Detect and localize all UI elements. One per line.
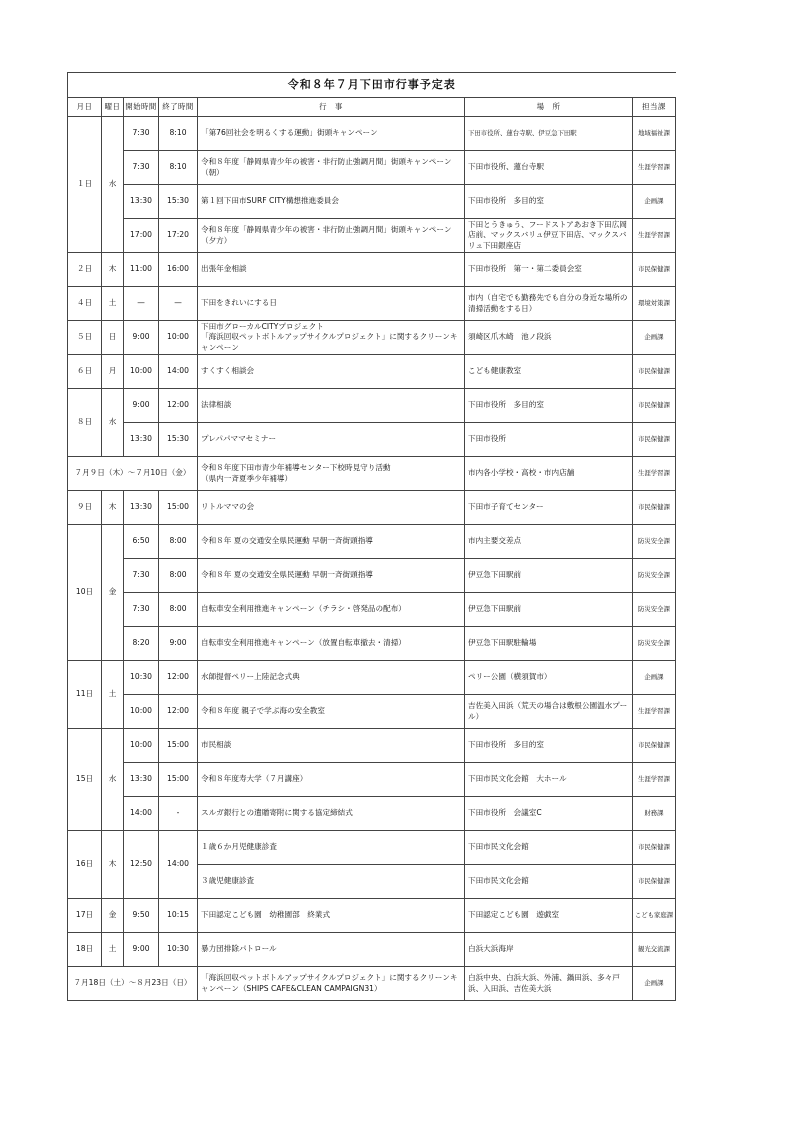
- event-cell: 自転車安全利用推進キャンペーン（チラシ・啓発品の配布）: [198, 593, 465, 627]
- start-time-cell: 6:50: [124, 525, 159, 559]
- dept-cell: 生涯学習課: [633, 457, 676, 491]
- dept-cell: 企画課: [633, 967, 676, 1001]
- end-time-cell: 12:00: [159, 661, 198, 695]
- date-cell: 11日: [68, 661, 102, 729]
- table-row: [68, 219, 676, 253]
- event-cell: 第１回下田市SURF CITY構想推進委員会: [198, 185, 465, 219]
- weekday-cell: 金: [102, 899, 124, 933]
- event-cell: 令和８年度 親子で学ぶ海の安全教室: [198, 695, 465, 729]
- dept-cell: 企画課: [633, 321, 676, 355]
- event-cell: 自転車安全利用推進キャンペーン（放置自転車撤去・清掃）: [198, 627, 465, 661]
- date-cell: ９日: [68, 491, 102, 525]
- page-title: 令和８年７月下田市行事予定表: [68, 73, 676, 98]
- date-cell: ２日: [68, 253, 102, 287]
- end-time-cell: 15:00: [159, 729, 198, 763]
- date-cell: 15日: [68, 729, 102, 831]
- place-cell: 下田市役所 多目的室: [465, 729, 633, 763]
- start-time-cell: 13:30: [124, 491, 159, 525]
- table-row: [68, 185, 676, 219]
- place-cell: 下田とうきゅう、フードストアあおき下田広岡店前、マックスバリュ伊豆下田店、マックスバリュ下田銀座店: [465, 219, 633, 253]
- end-time-cell: 17:20: [159, 219, 198, 253]
- header-month-day: 月日: [68, 98, 102, 117]
- table-row: [68, 729, 676, 763]
- place-cell: 下田市役所 第一・第二委員会室: [465, 253, 633, 287]
- table-row: [68, 287, 676, 321]
- end-time-cell: 15:00: [159, 763, 198, 797]
- end-time-cell: 9:00: [159, 627, 198, 661]
- place-cell: 伊豆急下田駅駐輪場: [465, 627, 633, 661]
- event-cell: 令和８年度下田市青少年補導センター下校時見守り活動 （県内一斉夏季少年補導）: [198, 457, 465, 491]
- place-cell: 下田市役所 多目的室: [465, 185, 633, 219]
- weekday-cell: 金: [102, 525, 124, 661]
- place-cell: 白浜中央、白浜大浜、外浦、鍋田浜、多々戸浜、入田浜、吉佐美大浜: [465, 967, 633, 1001]
- event-cell: リトルママの会: [198, 491, 465, 525]
- start-time-cell: 11:00: [124, 253, 159, 287]
- date-cell: 18日: [68, 933, 102, 967]
- end-time-cell: 8:00: [159, 593, 198, 627]
- date-cell: ６日: [68, 355, 102, 389]
- weekday-cell: 水: [102, 389, 124, 457]
- header-end-time: 終了時間: [159, 98, 198, 117]
- start-time-cell: 9:00: [124, 933, 159, 967]
- dept-cell: 企画課: [633, 661, 676, 695]
- start-time-cell: 10:00: [124, 729, 159, 763]
- table-row: [68, 253, 676, 287]
- end-time-cell: 8:10: [159, 117, 198, 151]
- start-time-cell: 17:00: [124, 219, 159, 253]
- end-time-cell: 15:30: [159, 423, 198, 457]
- weekday-cell: 日: [102, 321, 124, 355]
- place-cell: 下田市役所、蓮台寺駅: [465, 151, 633, 185]
- dept-cell: 市民保健課: [633, 831, 676, 865]
- table-row: [68, 389, 676, 423]
- end-time-cell: -: [159, 797, 198, 831]
- start-time-cell: 14:00: [124, 797, 159, 831]
- table-row: [68, 695, 676, 729]
- dept-cell: 防災安全課: [633, 525, 676, 559]
- place-cell: 下田認定こども園 遊戯室: [465, 899, 633, 933]
- place-cell: 下田市役所 会議室C: [465, 797, 633, 831]
- table-row: [68, 117, 676, 151]
- event-cell: 「海浜回収ペットボトルアップサイクルプロジェクト」に関するクリーンキャンペーン（SHIPS CAFE&CLEAN CAMPAIGN31）: [198, 967, 465, 1001]
- table-row: [68, 797, 676, 831]
- place-cell: 白浜大浜海岸: [465, 933, 633, 967]
- table-row: [68, 763, 676, 797]
- table-row: [68, 899, 676, 933]
- schedule-table: [67, 72, 676, 1001]
- weekday-cell: 水: [102, 117, 124, 253]
- event-cell: 出張年金相談: [198, 253, 465, 287]
- start-time-cell: 13:30: [124, 185, 159, 219]
- start-time-cell: 9:00: [124, 321, 159, 355]
- dept-cell: 生涯学習課: [633, 219, 676, 253]
- event-cell: 令和８年度「静岡県青少年の被害・非行防止強調月間」街頭キャンペーン （夕方）: [198, 219, 465, 253]
- weekday-cell: 木: [102, 831, 124, 899]
- start-time-cell: 12:50: [124, 831, 159, 899]
- start-time-cell: 9:00: [124, 389, 159, 423]
- event-cell: １歳６か月児健康診査: [198, 831, 465, 865]
- end-time-cell: 10:30: [159, 933, 198, 967]
- header-event: 行 事: [198, 98, 465, 117]
- weekday-cell: 土: [102, 287, 124, 321]
- header-dept: 担当課: [633, 98, 676, 117]
- dept-cell: 生涯学習課: [633, 695, 676, 729]
- event-cell: 市民相談: [198, 729, 465, 763]
- place-cell: 下田市役所 多目的室: [465, 389, 633, 423]
- end-time-cell: 10:15: [159, 899, 198, 933]
- header-weekday: 曜日: [102, 98, 124, 117]
- event-cell: 令和８年度「静岡県青少年の被害・非行防止強調月間」街頭キャンペーン （朝）: [198, 151, 465, 185]
- dept-cell: 地域福祉課: [633, 117, 676, 151]
- start-time-cell: 13:30: [124, 423, 159, 457]
- place-cell: 下田市民文化会館: [465, 831, 633, 865]
- header-row: [68, 98, 676, 117]
- end-time-cell: 12:00: [159, 389, 198, 423]
- table-row: [68, 967, 676, 1001]
- end-time-cell: 16:00: [159, 253, 198, 287]
- table-row: [68, 593, 676, 627]
- date-cell: ８日: [68, 389, 102, 457]
- date-cell: ５日: [68, 321, 102, 355]
- start-time-cell: —: [124, 287, 159, 321]
- date-cell: ４日: [68, 287, 102, 321]
- place-cell: 下田市役所: [465, 423, 633, 457]
- table-row: [68, 933, 676, 967]
- event-cell: 下田をきれいにする日: [198, 287, 465, 321]
- table-row: [68, 457, 676, 491]
- table-row: [68, 559, 676, 593]
- place-cell: ペリー公園（横須賀市）: [465, 661, 633, 695]
- dept-cell: 防災安全課: [633, 593, 676, 627]
- dept-cell: 生涯学習課: [633, 763, 676, 797]
- event-cell: プレパパママセミナー: [198, 423, 465, 457]
- date-range-cell: ７月18日（土）～８月23日（日）: [68, 967, 198, 1001]
- place-cell: 市内各小学校・高校・市内店舗: [465, 457, 633, 491]
- weekday-cell: 土: [102, 933, 124, 967]
- event-cell: ３歳児健康診査: [198, 865, 465, 899]
- end-time-cell: 15:30: [159, 185, 198, 219]
- start-time-cell: 13:30: [124, 763, 159, 797]
- event-cell: 暴力団排除パトロール: [198, 933, 465, 967]
- end-time-cell: 8:10: [159, 151, 198, 185]
- event-cell: 水師提督ペリー上陸記念式典: [198, 661, 465, 695]
- place-cell: 伊豆急下田駅前: [465, 559, 633, 593]
- event-cell: すくすく相談会: [198, 355, 465, 389]
- event-cell: 令和８年度寿大学（７月講座）: [198, 763, 465, 797]
- end-time-cell: —: [159, 287, 198, 321]
- table-row: [68, 831, 676, 865]
- place-cell: 伊豆急下田駅前: [465, 593, 633, 627]
- date-cell: 17日: [68, 899, 102, 933]
- header-start-time: 開始時間: [124, 98, 159, 117]
- table-row: [68, 627, 676, 661]
- start-time-cell: 9:50: [124, 899, 159, 933]
- start-time-cell: 10:00: [124, 355, 159, 389]
- start-time-cell: 7:30: [124, 117, 159, 151]
- place-cell: 下田市民文化会館 大ホール: [465, 763, 633, 797]
- weekday-cell: 月: [102, 355, 124, 389]
- start-time-cell: 7:30: [124, 151, 159, 185]
- place-cell: 市内主要交差点: [465, 525, 633, 559]
- event-cell: 「第76回社会を明るくする運動」街頭キャンペーン: [198, 117, 465, 151]
- dept-cell: 市民保健課: [633, 253, 676, 287]
- weekday-cell: 木: [102, 491, 124, 525]
- dept-cell: 財務課: [633, 797, 676, 831]
- place-cell: 吉佐美入田浜（荒天の場合は敷根公園温水プール）: [465, 695, 633, 729]
- date-cell: １日: [68, 117, 102, 253]
- weekday-cell: 土: [102, 661, 124, 729]
- table-row: [68, 525, 676, 559]
- end-time-cell: 10:00: [159, 321, 198, 355]
- weekday-cell: 木: [102, 253, 124, 287]
- end-time-cell: 15:00: [159, 491, 198, 525]
- table-row: [68, 321, 676, 355]
- start-time-cell: 10:00: [124, 695, 159, 729]
- place-cell: 下田市子育てセンター: [465, 491, 633, 525]
- dept-cell: 環境対策課: [633, 287, 676, 321]
- dept-cell: 市民保健課: [633, 423, 676, 457]
- event-cell: 令和８年 夏の交通安全県民運動 早朝一斉街頭指導: [198, 525, 465, 559]
- end-time-cell: 14:00: [159, 355, 198, 389]
- header-place: 場 所: [465, 98, 633, 117]
- dept-cell: 企画課: [633, 185, 676, 219]
- end-time-cell: 12:00: [159, 695, 198, 729]
- table-row: [68, 355, 676, 389]
- dept-cell: 市民保健課: [633, 355, 676, 389]
- dept-cell: 観光交流課: [633, 933, 676, 967]
- start-time-cell: 7:30: [124, 593, 159, 627]
- start-time-cell: 10:30: [124, 661, 159, 695]
- place-cell: 市内（自宅でも勤務先でも自分の身近な場所の清掃活動をする日）: [465, 287, 633, 321]
- place-cell: 下田市役所、蓮台寺駅、伊豆急下田駅: [465, 117, 633, 151]
- end-time-cell: 14:00: [159, 831, 198, 899]
- start-time-cell: 8:20: [124, 627, 159, 661]
- date-cell: 10日: [68, 525, 102, 661]
- event-cell: 法律相談: [198, 389, 465, 423]
- event-cell: スルガ銀行との遺贈寄附に関する協定締結式: [198, 797, 465, 831]
- dept-cell: 市民保健課: [633, 729, 676, 763]
- dept-cell: 市民保健課: [633, 865, 676, 899]
- event-cell: 令和８年 夏の交通安全県民運動 早朝一斉街頭指導: [198, 559, 465, 593]
- dept-cell: 生涯学習課: [633, 151, 676, 185]
- date-range-cell: ７月９日（木）～７月10日（金）: [68, 457, 198, 491]
- event-cell: 下田市グローカルCITYプロジェクト 「海浜回収ペットボトルアップサイクルプロジェクト」に関するクリーンキャンペーン: [198, 321, 465, 355]
- dept-cell: 防災安全課: [633, 627, 676, 661]
- end-time-cell: 8:00: [159, 525, 198, 559]
- table-row: [68, 661, 676, 695]
- dept-cell: こども家庭課: [633, 899, 676, 933]
- place-cell: 下田市民文化会館: [465, 865, 633, 899]
- weekday-cell: 水: [102, 729, 124, 831]
- date-cell: 16日: [68, 831, 102, 899]
- end-time-cell: 8:00: [159, 559, 198, 593]
- table-row: [68, 151, 676, 185]
- table-row: [68, 491, 676, 525]
- dept-cell: 市民保健課: [633, 389, 676, 423]
- start-time-cell: 7:30: [124, 559, 159, 593]
- event-cell: 下田認定こども園 幼稚園部 終業式: [198, 899, 465, 933]
- dept-cell: 防災安全課: [633, 559, 676, 593]
- table-row: [68, 423, 676, 457]
- dept-cell: 市民保健課: [633, 491, 676, 525]
- place-cell: 須崎区爪木崎 池ノ段浜: [465, 321, 633, 355]
- place-cell: こども健康教室: [465, 355, 633, 389]
